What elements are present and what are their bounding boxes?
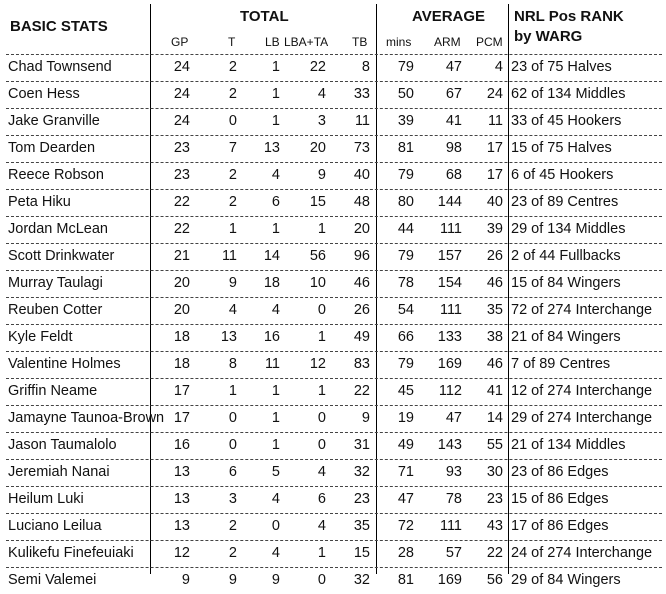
cell-tb: 83 [353,356,370,372]
cell-arm: 41 [445,113,462,129]
cell-rank: 2 of 44 Fullbacks [511,248,621,264]
cell-t: 0 [228,113,237,129]
cell-t: 0 [228,410,237,426]
cell-t: 1 [228,221,237,237]
cell-arm: 78 [445,491,462,507]
cell-mins: 47 [397,491,414,507]
cell-lb: 1 [271,383,280,399]
cell-tb: 31 [353,437,370,453]
basic-stats-header: BASIC STATS [10,18,108,35]
cell-gp: 24 [173,86,190,102]
cell-lb: 1 [271,437,280,453]
cell-pcm: 24 [486,86,503,102]
cell-gp: 22 [173,221,190,237]
cell-rank: 15 of 86 Edges [511,491,609,507]
cell-lb: 4 [271,545,280,561]
cell-lb: 1 [271,113,280,129]
cell-gp: 13 [173,518,190,534]
table-row [6,108,662,135]
table-row [6,405,662,432]
cell-pcm: 40 [486,194,503,210]
cell-lba: 0 [317,572,326,588]
cell-gp: 24 [173,113,190,129]
player-name: Jake Granville [8,113,100,129]
cell-lb: 9 [271,572,280,588]
cell-t: 7 [228,140,237,156]
table-row [6,243,662,270]
col-tb: TB [352,35,368,49]
cell-lba: 1 [317,329,326,345]
cell-lba: 4 [317,518,326,534]
col-lba: LBA+TA [284,35,329,49]
cell-lba: 12 [309,356,326,372]
cell-pcm: 46 [486,275,503,291]
player-name: Murray Taulagi [8,275,103,291]
cell-lb: 6 [271,194,280,210]
cell-mins: 79 [397,167,414,183]
cell-lba: 9 [317,167,326,183]
cell-mins: 80 [397,194,414,210]
cell-rank: 17 of 86 Edges [511,518,609,534]
player-name: Griffin Neame [8,383,98,399]
cell-lba: 4 [317,464,326,480]
cell-pcm: 17 [486,167,503,183]
cell-pcm: 41 [486,383,503,399]
cell-rank: 21 of 84 Wingers [511,329,621,345]
cell-t: 2 [228,59,237,75]
table-row [6,54,662,81]
cell-tb: 32 [353,572,370,588]
cell-lba: 3 [317,113,326,129]
cell-mins: 79 [397,59,414,75]
cell-t: 2 [228,86,237,102]
table-row [6,324,662,351]
cell-rank: 6 of 45 Hookers [511,167,614,183]
cell-gp: 20 [173,302,190,318]
cell-lba: 6 [317,491,326,507]
cell-rank: 23 of 75 Halves [511,59,612,75]
table-row [6,81,662,108]
cell-arm: 133 [437,329,462,345]
cell-gp: 13 [173,464,190,480]
cell-arm: 154 [437,275,462,291]
cell-lb: 4 [271,491,280,507]
player-name: Jordan McLean [8,221,108,237]
cell-lb: 18 [263,275,280,291]
player-name: Reuben Cotter [8,302,103,318]
cell-t: 2 [228,518,237,534]
cell-lb: 5 [271,464,280,480]
cell-mins: 71 [397,464,414,480]
player-name: Luciano Leilua [8,518,102,534]
cell-rank: 21 of 134 Middles [511,437,626,453]
cell-pcm: 23 [486,491,503,507]
cell-arm: 111 [439,518,462,534]
cell-tb: 73 [353,140,370,156]
cell-lb: 1 [271,59,280,75]
cell-arm: 47 [445,59,462,75]
cell-gp: 23 [173,167,190,183]
cell-rank: 29 of 84 Wingers [511,572,621,588]
col-gp: GP [171,35,189,49]
table-row [6,540,662,567]
table-row [6,567,662,594]
cell-rank: 15 of 75 Halves [511,140,612,156]
cell-mins: 49 [397,437,414,453]
player-name: Heilum Luki [8,491,84,507]
table-row [6,432,662,459]
cell-tb: 35 [353,518,370,534]
table-row [6,459,662,486]
table-row [6,216,662,243]
cell-rank: 62 of 134 Middles [511,86,626,102]
cell-t: 0 [228,437,237,453]
player-name: Semi Valemei [8,572,97,588]
cell-tb: 48 [353,194,370,210]
player-name: Scott Drinkwater [8,248,115,264]
cell-gp: 20 [173,275,190,291]
cell-arm: 143 [437,437,462,453]
cell-pcm: 14 [486,410,503,426]
player-name: Chad Townsend [8,59,112,75]
cell-lb: 4 [271,302,280,318]
cell-arm: 98 [445,140,462,156]
cell-arm: 112 [438,383,462,399]
cell-t: 9 [228,275,237,291]
col-pcm: PCM [476,35,503,49]
cell-t: 6 [228,464,237,480]
cell-lba: 20 [309,140,326,156]
cell-pcm: 26 [486,248,503,264]
cell-tb: 22 [353,383,370,399]
cell-t: 11 [221,248,237,264]
cell-tb: 9 [361,410,370,426]
table-row [6,486,662,513]
cell-lba: 0 [317,437,326,453]
cell-gp: 16 [173,437,190,453]
cell-lba: 56 [309,248,326,264]
cell-t: 1 [228,383,237,399]
cell-mins: 81 [397,140,414,156]
table-row [6,135,662,162]
cell-rank: 33 of 45 Hookers [511,113,622,129]
cell-pcm: 56 [486,572,503,588]
cell-lba: 15 [309,194,326,210]
cell-arm: 67 [445,86,462,102]
cell-lb: 11 [264,356,280,372]
cell-lb: 1 [271,86,280,102]
cell-rank: 72 of 274 Interchange [511,302,653,318]
cell-rank: 23 of 86 Edges [511,464,609,480]
cell-gp: 21 [173,248,190,264]
cell-t: 2 [228,194,237,210]
cell-pcm: 11 [487,113,503,129]
cell-lba: 4 [317,86,326,102]
cell-tb: 33 [353,86,370,102]
cell-mins: 50 [397,86,414,102]
cell-lb: 1 [271,410,280,426]
cell-pcm: 4 [494,59,503,75]
cell-gp: 24 [173,59,190,75]
total-header: TOTAL [240,8,289,25]
cell-pcm: 55 [486,437,503,453]
cell-pcm: 22 [486,545,503,561]
cell-arm: 169 [437,572,462,588]
cell-lb: 14 [263,248,280,264]
cell-lba: 0 [317,302,326,318]
cell-lb: 4 [271,167,280,183]
cell-t: 13 [220,329,237,345]
cell-arm: 68 [445,167,462,183]
table-row [6,162,662,189]
cell-mins: 66 [397,329,414,345]
cell-pcm: 43 [486,518,503,534]
cell-mins: 78 [397,275,414,291]
table-row [6,189,662,216]
cell-arm: 93 [445,464,462,480]
cell-rank: 12 of 274 Interchange [511,383,653,399]
cell-t: 2 [228,545,237,561]
cell-lba: 1 [317,221,326,237]
cell-gp: 13 [173,491,190,507]
cell-gp: 12 [173,545,190,561]
cell-lba: 1 [317,383,326,399]
player-name: Kulikefu Finefeuiaki [8,545,134,561]
cell-pcm: 35 [486,302,503,318]
cell-pcm: 39 [486,221,503,237]
cell-t: 3 [228,491,237,507]
table-header [6,4,662,54]
cell-rank: 15 of 84 Wingers [511,275,621,291]
cell-mins: 28 [397,545,414,561]
table-row [6,378,662,405]
cell-tb: 8 [361,59,370,75]
cell-tb: 49 [353,329,370,345]
cell-pcm: 38 [486,329,503,345]
cell-lba: 0 [317,410,326,426]
cell-rank: 24 of 274 Interchange [511,545,653,561]
cell-tb: 32 [353,464,370,480]
cell-gp: 23 [173,140,190,156]
player-name: Kyle Feldt [8,329,73,345]
cell-mins: 81 [397,572,414,588]
average-header: AVERAGE [412,8,486,25]
cell-tb: 15 [353,545,370,561]
rank-header-line1: NRL Pos RANK [514,8,624,25]
cell-pcm: 17 [486,140,503,156]
cell-mins: 39 [397,113,414,129]
player-name: Reece Robson [8,167,104,183]
cell-t: 4 [228,302,237,318]
cell-tb: 26 [353,302,370,318]
player-name: Coen Hess [8,86,80,102]
cell-mins: 19 [397,410,414,426]
cell-arm: 169 [437,356,462,372]
cell-gp: 17 [173,410,190,426]
player-name: Valentine Holmes [8,356,121,372]
cell-gp: 18 [173,329,190,345]
cell-gp: 9 [181,572,190,588]
cell-lb: 0 [271,518,280,534]
cell-tb: 20 [353,221,370,237]
table-row [6,297,662,324]
cell-mins: 79 [397,248,414,264]
cell-mins: 72 [397,518,414,534]
cell-rank: 29 of 274 Interchange [511,410,653,426]
cell-t: 2 [228,167,237,183]
cell-lb: 13 [263,140,280,156]
cell-lba: 10 [309,275,326,291]
cell-lb: 16 [263,329,280,345]
cell-mins: 45 [397,383,414,399]
player-name: Jason Taumalolo [8,437,117,453]
stats-table [6,4,662,594]
cell-rank: 7 of 89 Centres [511,356,611,372]
cell-rank: 29 of 134 Middles [511,221,626,237]
cell-arm: 144 [437,194,462,210]
table-row [6,351,662,378]
cell-tb: 96 [353,248,370,264]
cell-lba: 22 [309,59,326,75]
col-lb: LB [265,35,280,49]
col-arm: ARM [434,35,461,49]
player-name: Jamayne Taunoa-Brown [8,410,165,426]
cell-t: 9 [228,572,237,588]
cell-tb: 11 [354,113,370,129]
cell-pcm: 46 [486,356,503,372]
cell-gp: 22 [173,194,190,210]
cell-tb: 40 [353,167,370,183]
cell-gp: 17 [173,383,190,399]
cell-rank: 23 of 89 Centres [511,194,619,210]
cell-pcm: 30 [486,464,503,480]
col-t: T [228,35,236,49]
cell-gp: 18 [173,356,190,372]
cell-mins: 79 [397,356,414,372]
player-name: Tom Dearden [8,140,96,156]
player-name: Peta Hiku [8,194,71,210]
player-name: Jeremiah Nanai [8,464,110,480]
cell-arm: 57 [445,545,462,561]
cell-mins: 44 [397,221,414,237]
table-body [6,54,662,594]
table-row [6,513,662,540]
rank-header-line2: by WARG [514,28,583,45]
cell-arm: 157 [437,248,462,264]
cell-arm: 47 [445,410,462,426]
cell-arm: 111 [439,221,462,237]
cell-tb: 23 [353,491,370,507]
cell-tb: 46 [353,275,370,291]
cell-lba: 1 [317,545,326,561]
col-mins: mins [386,35,412,49]
table-row [6,270,662,297]
cell-arm: 111 [439,302,462,318]
cell-mins: 54 [397,302,414,318]
cell-t: 8 [228,356,237,372]
cell-lb: 1 [271,221,280,237]
